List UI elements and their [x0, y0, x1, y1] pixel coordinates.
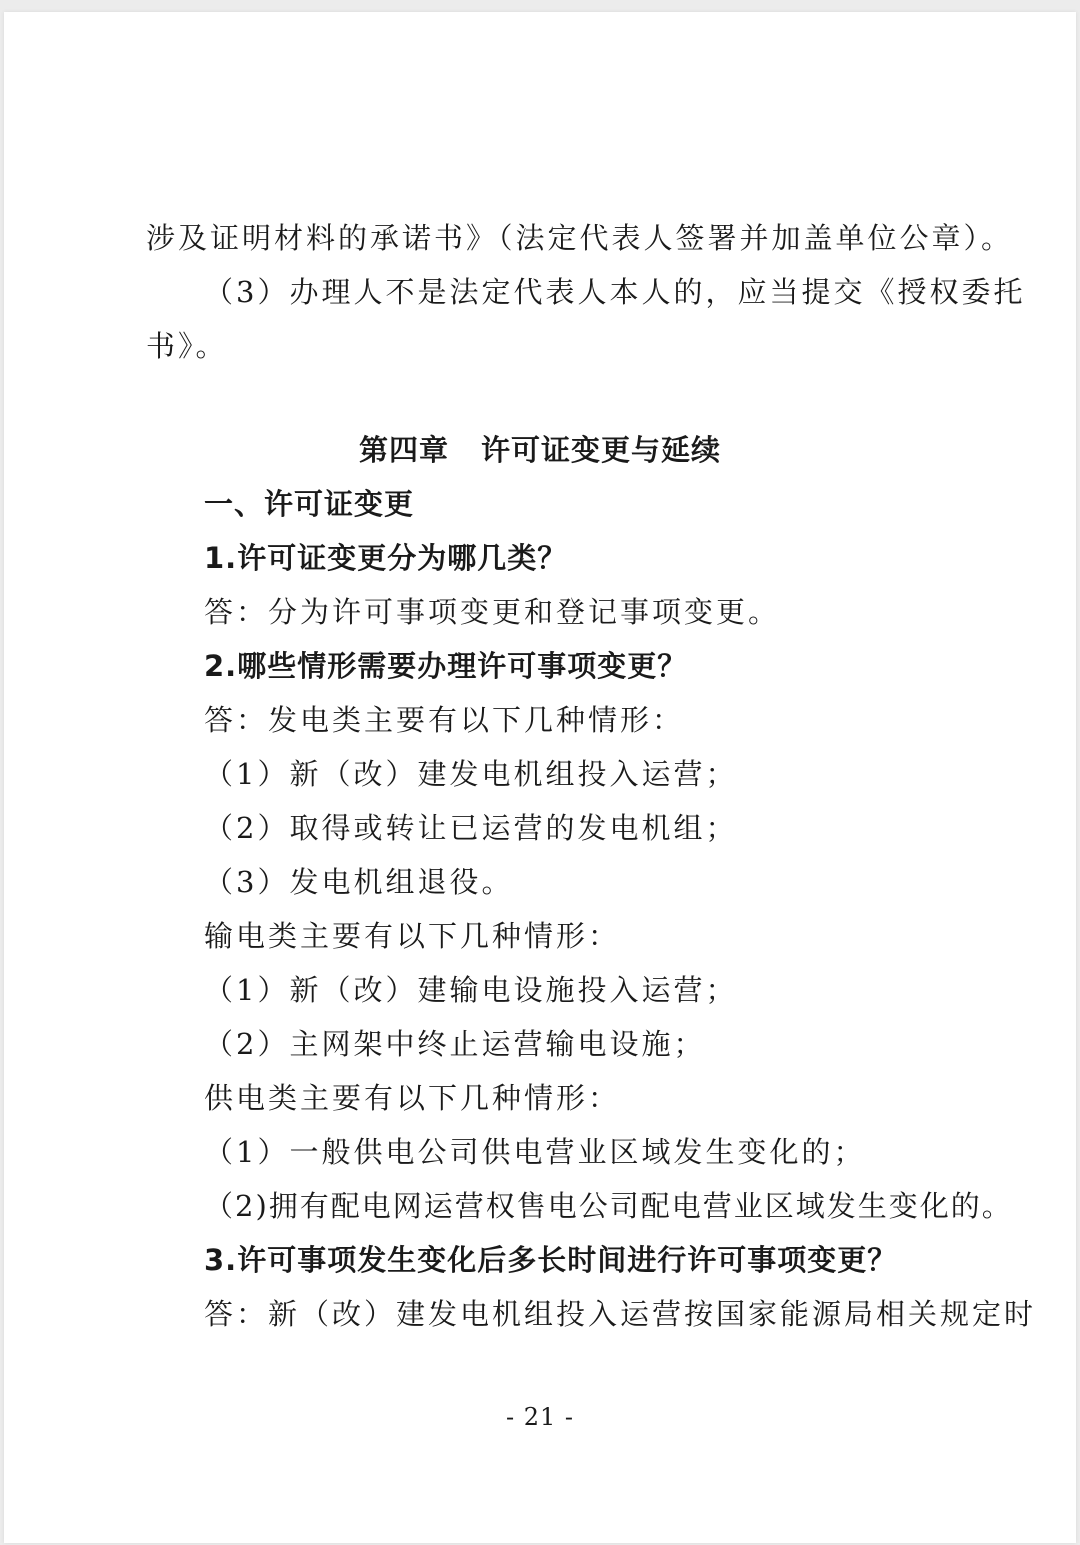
- paragraph-line: （3）办理人不是法定代表人本人的，应当提交《授权委托: [204, 275, 1026, 309]
- paragraph-line: 书》。: [146, 329, 228, 363]
- supply-intro: 供电类主要有以下几种情形：: [204, 1081, 621, 1115]
- chapter-name: 许可证变更与延续: [481, 433, 722, 467]
- answer-2-intro: 答：发电类主要有以下几种情形：: [204, 703, 685, 737]
- question-2: 2.哪些情形需要办理许可事项变更？: [204, 649, 688, 683]
- list-item: （2)拥有配电网运营权售电公司配电营业区域发生变化的。: [204, 1189, 1013, 1223]
- paragraph-line: 涉及证明材料的承诺书》（法定代表人签署并加盖单位公章）。: [146, 221, 1014, 255]
- transmission-intro: 输电类主要有以下几种情形：: [204, 919, 621, 953]
- list-item: （1）新（改）建输电设施投入运营；: [204, 973, 738, 1007]
- page-number: - 21 -: [505, 1403, 574, 1431]
- section-title: 一、许可证变更: [204, 487, 415, 521]
- document-page: [4, 12, 1076, 1543]
- answer-1: 答：分为许可事项变更和登记事项变更。: [204, 595, 781, 629]
- list-item: （1）新（改）建发电机组投入运营；: [204, 757, 738, 791]
- list-item: （2）主网架中终止运营输电设施；: [204, 1027, 706, 1061]
- chapter-title: [4, 430, 1076, 470]
- question-1: 1.许可证变更分为哪几类？: [204, 541, 568, 575]
- answer-3: 答：新（改）建发电机组投入运营按国家能源局相关规定时: [204, 1297, 1037, 1331]
- list-item: （3）发电机组退役。: [204, 865, 514, 899]
- chapter-number: 第四章: [358, 433, 449, 467]
- list-item: （1）一般供电公司供电营业区域发生变化的；: [204, 1135, 866, 1169]
- list-item: （2）取得或转让已运营的发电机组；: [204, 811, 738, 845]
- question-3: 3.许可事项发生变化后多长时间进行许可事项变更？: [204, 1243, 898, 1277]
